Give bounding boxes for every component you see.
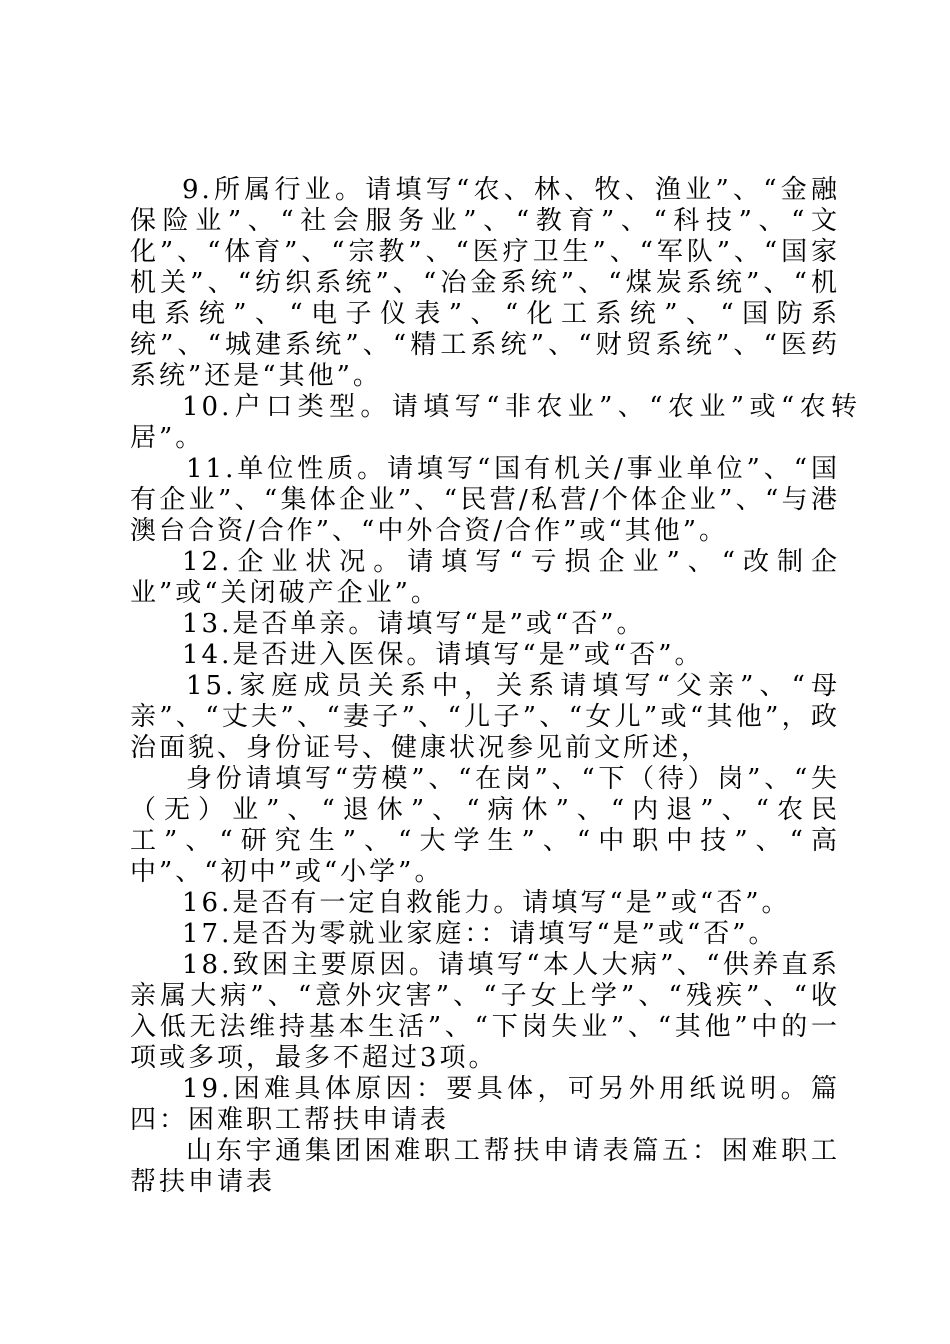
paragraph-9: 9.所属行业。请填写“农、林、牧、渔业”、“金融保险业”、“社会服务业”、“教育”、“科技”、“文化”、“体育”、“宗教”、“医疗卫生”、“军队”、“国家机关”、“纺织系统”、“冶金系统”、“煤炭系统”、“机电系统”、“电子仪表”、“化工系统”、“国防系统”、“城建系统”、“精工系统”、“财贸系统”、“医药系统”还是“其他”。 <box>130 175 840 391</box>
paragraph-15: 15.家庭成员关系中，关系请填写“父亲”、“母亲”、“丈夫”、“妻子”、“儿子”、“女儿”或“其他”，政治面貌、身份证号、健康状况参见前文所述， <box>130 671 840 763</box>
paragraph-17: 17.是否为零就业家庭：：请填写“是”或“否”。 <box>182 919 778 949</box>
paragraph-19: 19.困难具体原因：要具体，可另外用纸说明。篇四：困难职工帮扶申请表 <box>130 1074 840 1135</box>
paragraph-footer-title: 山东宇通集团困难职工帮扶申请表篇五：困难职工帮扶申请表 <box>130 1136 840 1197</box>
paragraph-16: 16.是否有一定自救能力。请填写“是”或“否”。 <box>182 888 791 918</box>
paragraph-14: 14.是否进入医保。请填写“是”或“否”。 <box>182 640 704 670</box>
paragraph-12: 12.企业状况。请填写“亏损企业”、“改制企业”或“关闭破产企业”。 <box>130 547 840 608</box>
paragraph-18: 18.致困主要原因。请填写“本人大病”、“供养直系亲属大病”、“意外灾害”、“子女上学”、“残疾”、“收入低无法维持基本生活”、“下岗失业”、“其他”中的一项或多项，最多不超过3项。 <box>130 950 840 1073</box>
paragraph-11: 11.单位性质。请填写“国有机关/事业单位”、“国有企业”、“集体企业”、“民营/私营/个体企业”、“与港澳台合资/合作”、“中外合资/合作”或“其他”。 <box>130 454 840 546</box>
paragraph-10: 10.户口类型。请填写“非农业”、“农业”或“农转居”。 <box>130 392 860 453</box>
paragraph-identity: 身份请填写“劳模”、“在岗”、“下（待）岗”、“失（无）业”、“退休”、“病休”、“内退”、“农民工”、“研究生”、“大学生”、“中职中技”、“高中”、“初中”或“小学”。 <box>130 764 840 887</box>
paragraph-13: 13.是否单亲。请填写“是”或“否”。 <box>182 609 646 639</box>
